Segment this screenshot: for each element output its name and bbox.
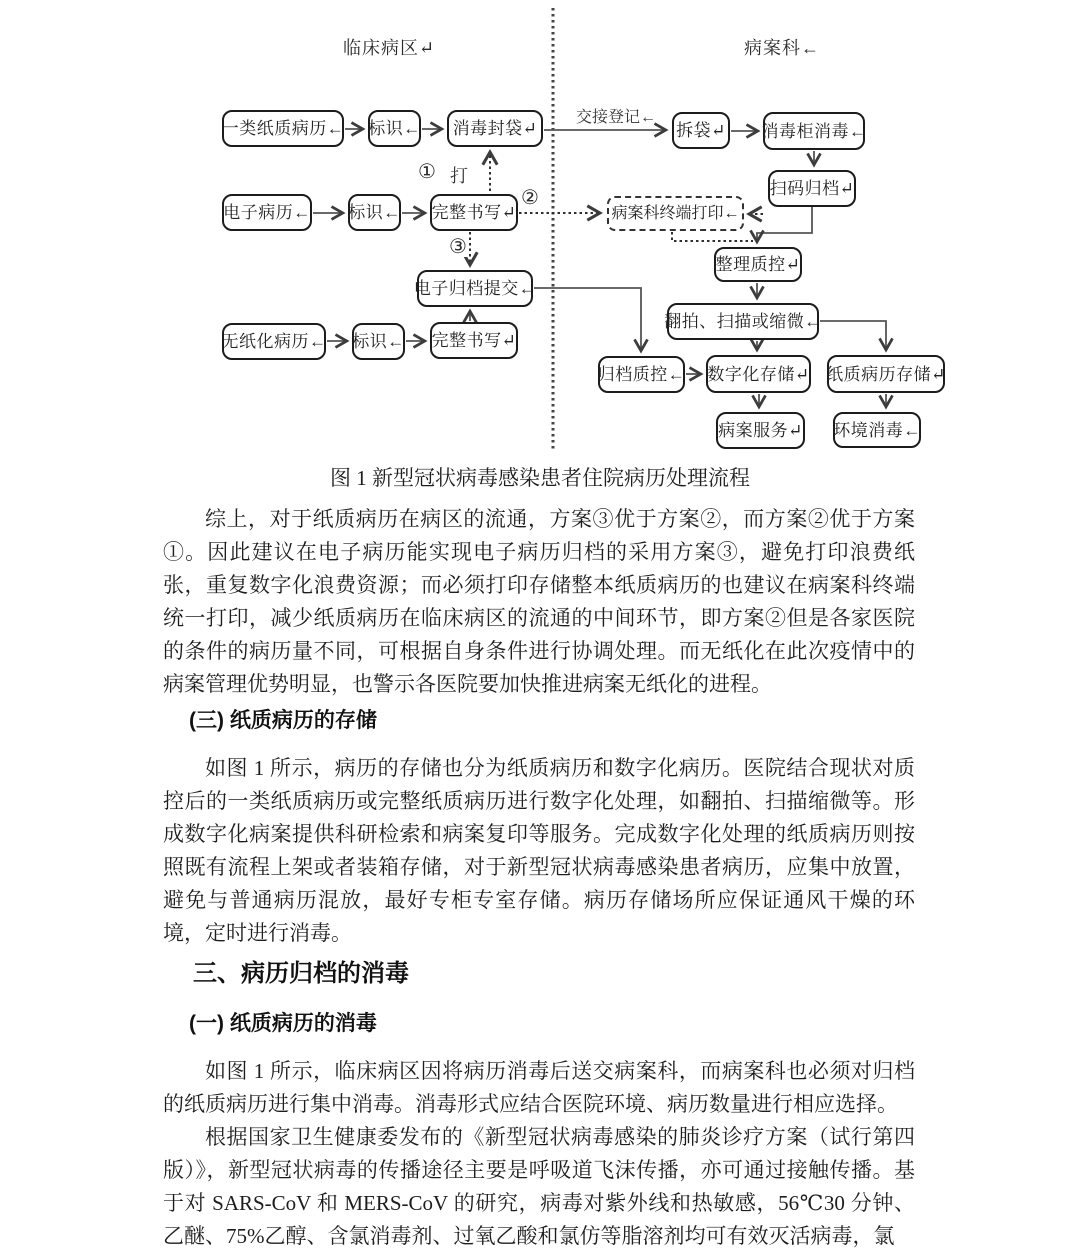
paragraph-summary: 综上，对于纸质病历在病区的流通，方案③优于方案②，而方案②优于方案①。因此建议在电子病历能实现电子病历归档的采用方案③，避免打印浪费纸张，重复数字化浪费资源；而必须打印存储整本纸质病历的也建议在病案科终端统一打印，减少纸质病历在临床病区的流通的中间环节，即方案②但是各家医院的条件的病历量不同，可根据自身条件进行协调处理。而无纸化在此次疫情中的病案管理优势明显，也警示各医院要加快推进病案无纸化的进程。 [163, 507, 915, 696]
heading-paper-record-storage: (三) 纸质病历的存储 [189, 709, 377, 732]
node-digital-storage: 数字化存储↵ [706, 355, 811, 393]
edge-label-circle-1: ① [418, 161, 436, 183]
region-label-records-dept: 病案科← [744, 38, 820, 58]
node-disinfect-seal-bag: 消毒封袋↵ [447, 110, 543, 147]
node-complete-writing-b: 完整书写↵ [430, 322, 518, 359]
node-paper-record-storage: 纸质病历存储↵ [827, 355, 945, 393]
region-label-clinical-ward: 临床病区↵ [343, 38, 436, 58]
node-paperless-record: 无纸化病历← [222, 323, 326, 360]
paragraph-storage: 如图 1 所示，病历的存储也分为纸质病历和数字化病历。医院结合现状对质控后的一类纸质病历或完整纸质病历进行数字化处理，如翻拍、扫描缩微等。形成数字化病案提供科研检索和病案复印等服务。完成数字化处理的纸质病历则按照既有流程上架或者装箱存储，对于新型冠状病毒感染患者病历，应集中放置，避免与普通病历混放，最好专柜专室存储。病历存储场所应保证通风干燥的环境，定时进行消毒。 [163, 756, 915, 945]
node-marking-a: 标识← [368, 110, 421, 147]
node-dept-terminal-print: 病案科终端打印← [607, 196, 744, 231]
edge-label-circle-2: ② [521, 187, 539, 209]
node-marking-c: 标识← [352, 323, 405, 360]
node-marking-b: 标识← [348, 194, 401, 231]
node-environment-disinfect: 环境消毒← [833, 412, 921, 448]
flowchart-figure [0, 0, 1080, 458]
node-archive-qc: 归档质控← [598, 356, 685, 393]
edge-label-circle-3: ③ [449, 236, 467, 258]
section-heading-archive-disinfection: 三、病历归档的消毒 [193, 960, 409, 987]
edge-label-print-char: 打 [450, 166, 468, 186]
edge-label-handover-register: 交接登记← [576, 109, 657, 126]
figure-caption: 图 1 新型冠状病毒感染患者住院病历处理流程 [330, 466, 750, 490]
heading-paper-record-disinfection: (一) 纸质病历的消毒 [189, 1012, 377, 1035]
paragraph-disinfection-guideline: 根据国家卫生健康委发布的《新型冠状病毒感染的肺炎诊疗方案（试行第四版）》，新型冠状病毒的传播途径主要是呼吸道飞沫传播，亦可通过接触传播。基于对 SARS-CoV 和 MERS-CoV 的研究，病毒对紫外线和热敏感，56℃30 分钟、乙醚、75%乙醇、含氯消毒剂、过氧乙酸和氯仿等脂溶剂均可有效灭活病毒，氯 [163, 1125, 915, 1248]
node-complete-writing-a: 完整书写↵ [430, 194, 518, 231]
node-unbag: 拆袋↵ [672, 112, 730, 149]
paragraph-disinfection-intro: 如图 1 所示，临床病区因将病历消毒后送交病案科，而病案科也必须对归档的纸质病历进行集中消毒。消毒形式应结合医院环境、病历数量进行相应选择。 [163, 1059, 915, 1116]
node-electronic-record: 电子病历← [222, 194, 312, 231]
node-electronic-archive-submit: 电子归档提交← [417, 270, 533, 307]
node-organize-qc: 整理质控↵ [714, 247, 802, 282]
node-record-service: 病案服务↵ [716, 412, 805, 449]
node-reshoot-scan-microfilm: 翻拍、扫描或缩微← [667, 303, 819, 340]
node-scan-archive: 扫码归档↵ [768, 170, 856, 207]
node-cabinet-disinfect: 消毒柜消毒← [763, 112, 865, 150]
body-text-column [163, 503, 915, 1250]
node-type1-paper-record: 一类纸质病历← [222, 110, 344, 147]
